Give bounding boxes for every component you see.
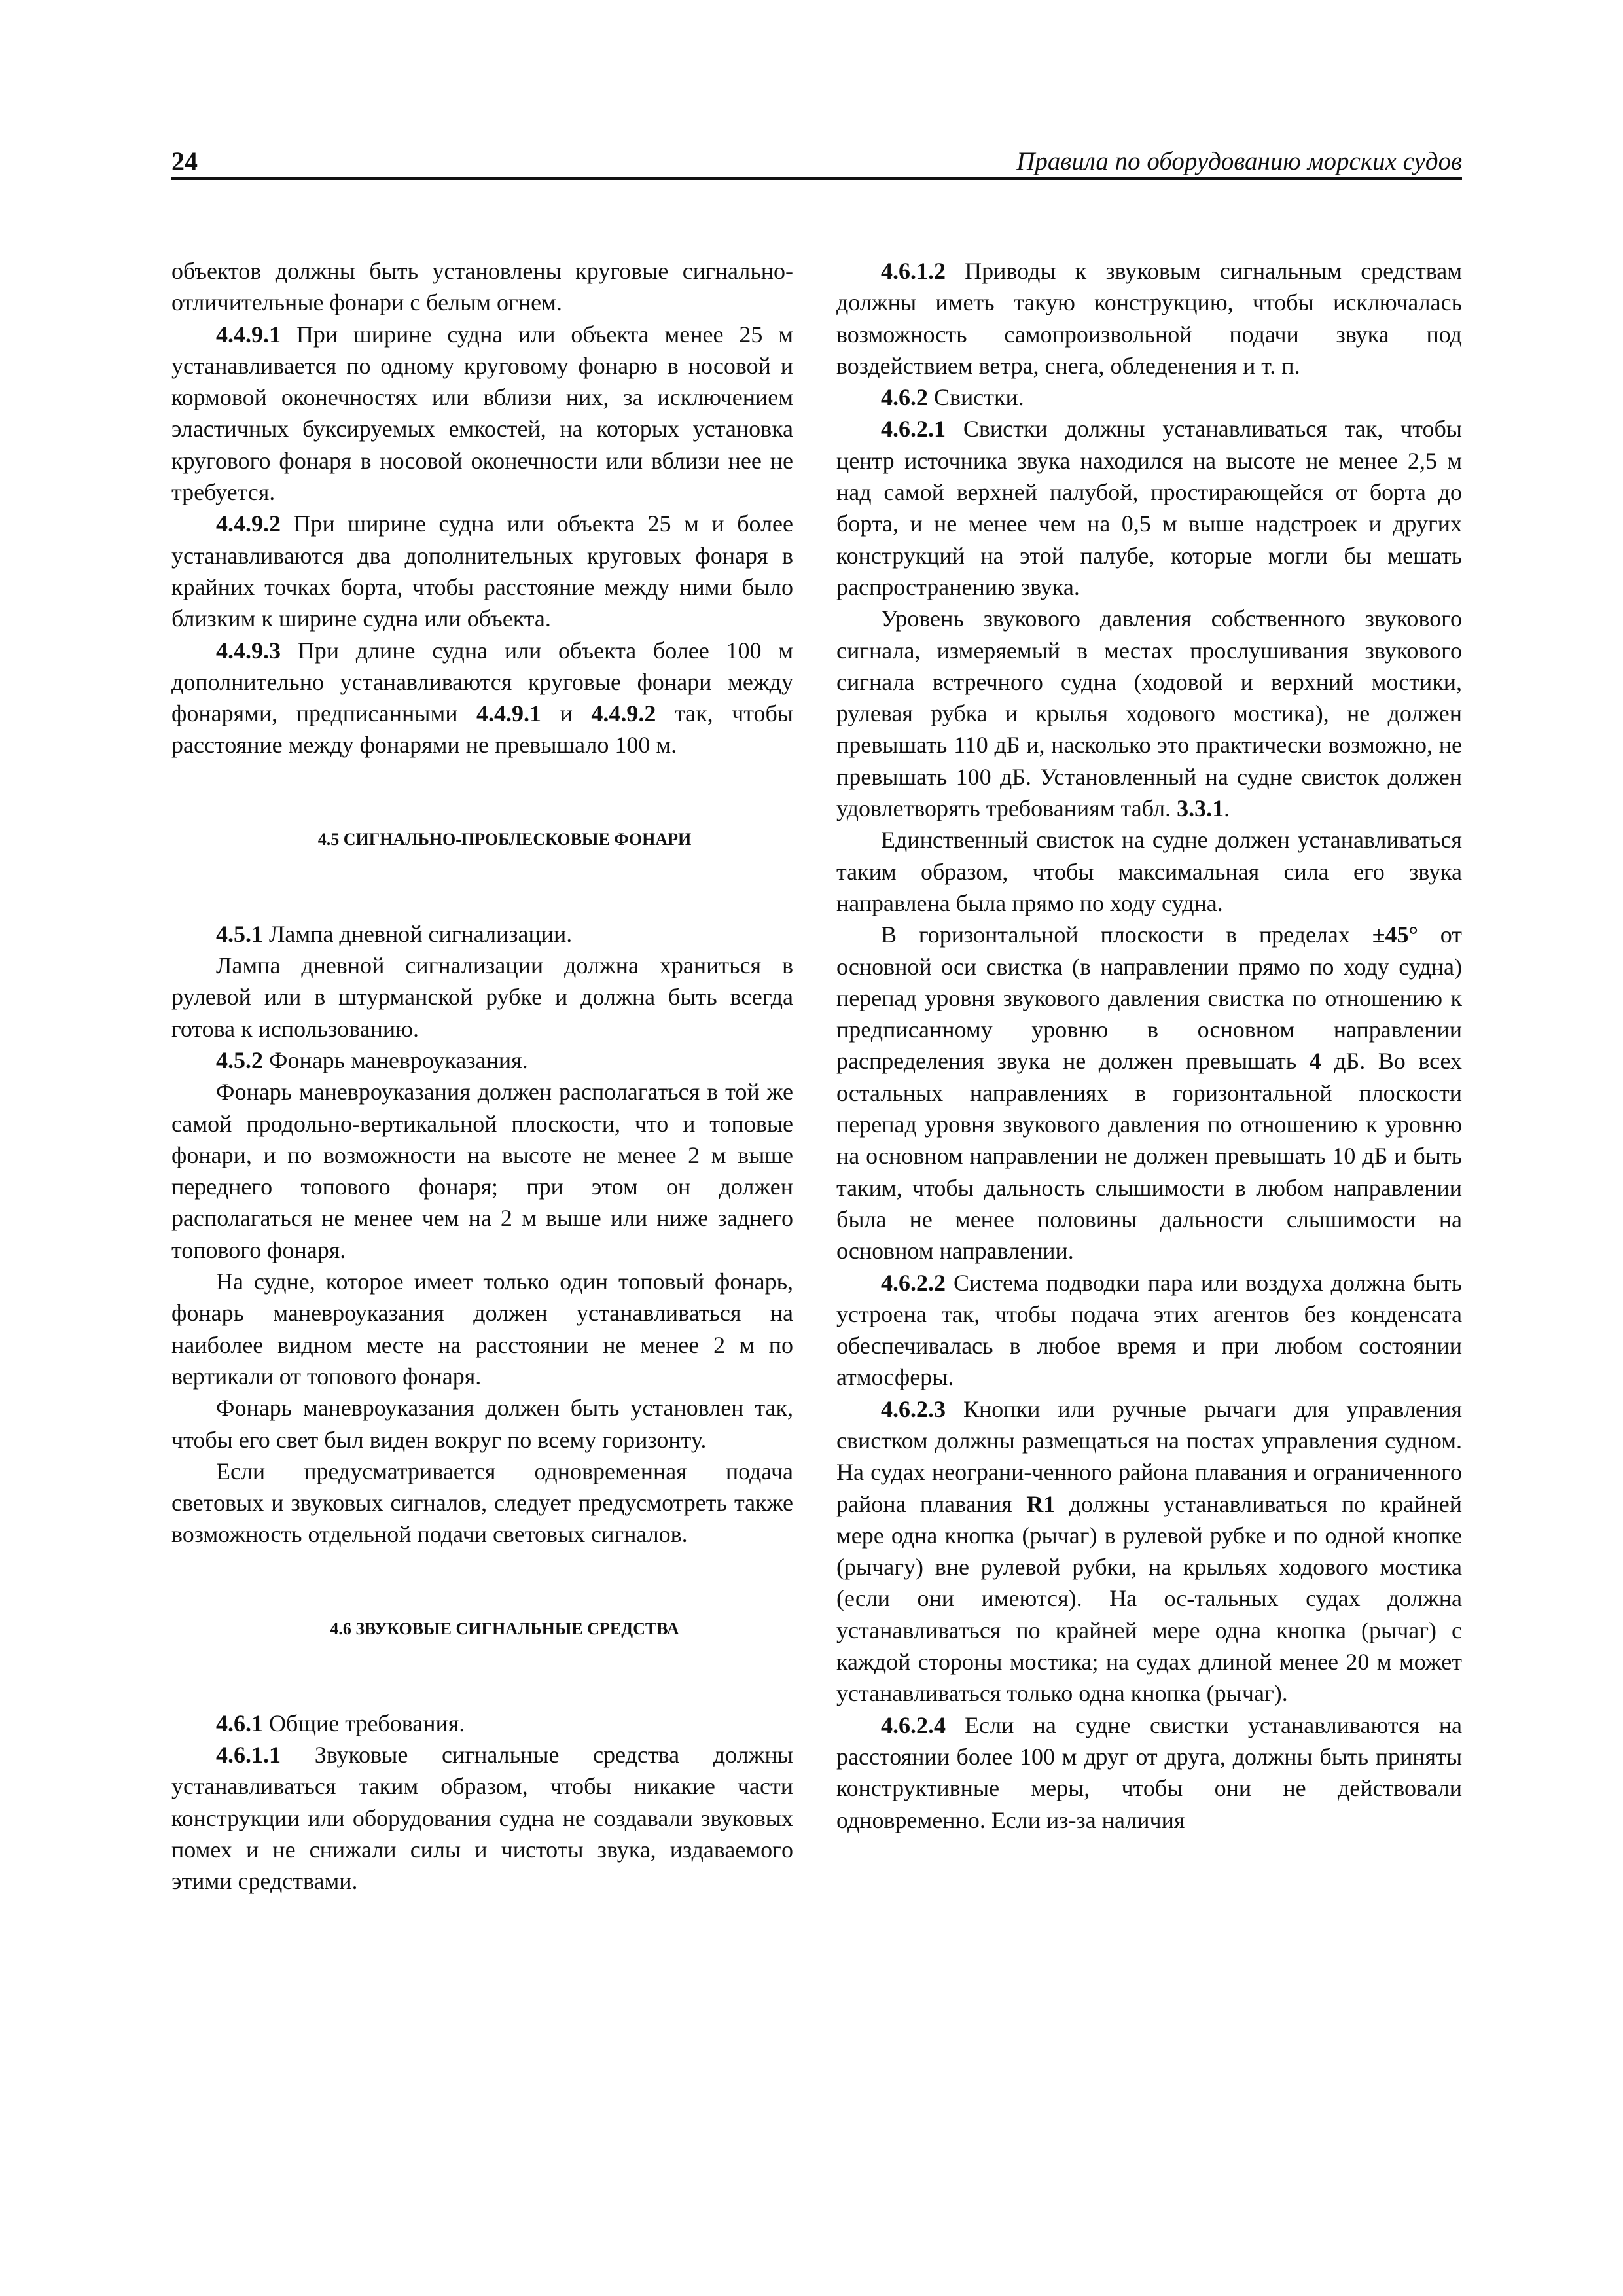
paragraph: 4.4.9.3 При длине судна или объекта более 100 м дополнительно устанавливаются круговые фонари между фонарями, предписанными 4.4.9.1 и 4.4.9.2 так, чтобы расстояние между фонарями не превышало 100 м.: [171, 637, 793, 759]
paragraph: 4.4.9.2 При ширине судна или объекта 25 м и более устанавливаются два дополнительных круговых фонаря в крайних точках борта, чтобы расстояние между ними было близким к ширине судна или объекта.: [171, 511, 793, 632]
paragraph: Фонарь маневроуказания должен располагаться в той же самой продольно-вертикальной плоскости, что и топовые фонари, и по возможности на высоте не менее 2 м выше переднего топового фонаря; при этом он должен располагаться не менее чем на 2 м выше или ниже заднего топового фонаря.: [171, 1079, 793, 1263]
clause-number: 4.5.1: [216, 920, 263, 947]
paragraph: Фонарь маневроуказания должен быть установлен так, чтобы его свет был виден вокруг по всему горизонту.: [171, 1395, 793, 1453]
paragraph: 4.5.1 Лампа дневной сигнализации.: [216, 920, 573, 947]
paragraph: 4.5.2 Фонарь маневроуказания.: [216, 1047, 528, 1073]
header-rule: [171, 177, 1462, 180]
paragraph: Уровень звукового давления собственного звукового сигнала, измеряемый в местах прослушивания звукового сигнала встречного судна (ходовой и верхний мостики, рулевая рубка и крылья ходового мостика), не должен превышать 110 дБ и, насколько это практически возможно, не превышать 100 дБ. Установленный на судне свисток должен удовлетворять требованиям табл. 3.3.1.: [836, 605, 1462, 822]
paragraph: В горизонтальной плоскости в пределах ±45° от основной оси свистка (в направлении прямо по ходу судна) перепад уровня звукового давления свистка по отношению к предписанному уровню в основном направлении распределения звука не должен превышать 4 дБ. Во всех остальных направлениях в горизонтальной плоскости перепад уровня звукового давления по отношению к уровню на основном направлении не должен превышать 10 дБ и быть таким, чтобы дальность слышимости в любом направлении была не менее половины дальности слышимости на основном направлении.: [836, 922, 1463, 1265]
paragraph: 4.6.1.1 Звуковые сигнальные средства должны устанавливаться таким образом, чтобы никакие части конструкции или оборудования судна не создавали звуковых помех и не снижали силы и чистоты звука, издаваемого этими средствами.: [171, 1741, 793, 1895]
right-column: [836, 255, 1462, 1836]
table-reference: 3.3.1: [1177, 795, 1224, 822]
clause-number: 4.6.1.2: [881, 258, 946, 284]
paragraph: 4.6.2.1 Свистки должны устанавливаться так, чтобы центр источника звука находился на высоте не менее 2,5 м над самой верхней палубой, простирающейся от борта до борта, и не менее чем на 0,5 м выше надстроек и других конструкций на этой палубе, которые могли бы мешать распространению звука.: [836, 416, 1462, 600]
left-column: [171, 255, 793, 1897]
paragraph: Единственный свисток на судне должен устанавливаться таким образом, чтобы максимальная сила его звука направлена была прямо по ходу судна.: [836, 827, 1462, 916]
running-title: Правила по оборудованию морских судов: [1016, 147, 1462, 175]
paragraph: 4.6.1.2 Приводы к звуковым сигнальным средствам должны иметь такую конструкцию, чтобы исключалась возможность самопроизвольной подачи звука под воздействием ветра, снега, обледенения и т. п.: [836, 258, 1462, 379]
clause-number: 4.6.2.2: [881, 1269, 946, 1296]
paragraph: 4.4.9.1 При ширине судна или объекта менее 25 м устанавливается по одному круговому фонарю в носовой и кормовой оконечностях или вблизи них, за исключением эластичных буксируемых емкостей, на которых установка кругового фонаря в носовой оконечности или вблизи нее не требуется.: [171, 321, 793, 506]
clause-number: 4.4.9.1: [216, 321, 281, 348]
paragraph: объектов должны быть установлены круговые сигнально-отличительные фонари с белым огнем.: [171, 258, 793, 316]
page-number: 24: [171, 147, 198, 176]
clause-number: 4.6.2.3: [881, 1395, 946, 1422]
paragraph: 4.6.2 Свистки.: [881, 384, 1024, 411]
clause-number: 4.6.2.1: [881, 416, 946, 442]
clause-number: 4.6.1: [216, 1710, 263, 1736]
navigation-area-code: R1: [1026, 1490, 1056, 1517]
section-heading: 4.5 СИГНАЛЬНО-ПРОБЛЕСКОВЫЕ ФОНАРИ: [317, 829, 692, 849]
paragraph: 4.6.2.4 Если на судне свистки устанавливаются на расстоянии более 100 м друг от друга, должны быть приняты конструктивные меры, чтобы они не действовали одновременно. Если из-за наличия: [836, 1712, 1462, 1833]
clause-reference: 4.4.9.1: [476, 700, 542, 727]
db-value: 4: [1309, 1048, 1321, 1075]
paragraph: Лампа дневной сигнализации должна храниться в рулевой или в штурманской рубке и должна быть всегда готова к использованию.: [171, 952, 793, 1042]
section-heading: 4.6 ЗВУКОВЫЕ СИГНАЛЬНЫЕ СРЕДСТВА: [330, 1619, 679, 1638]
angle-value: ±45°: [1372, 922, 1418, 948]
clause-number: 4.6.2: [881, 384, 928, 411]
paragraph: Если предусматривается одновременная подача световых и звуковых сигналов, следует предусмотреть также возможность отдельной подачи световых сигналов.: [171, 1458, 793, 1548]
paragraph: 4.6.1 Общие требования.: [216, 1710, 465, 1736]
clause-number: 4.4.9.2: [216, 511, 281, 537]
paragraph: 4.6.2.2 Система подводки пара или воздуха должна быть устроена так, чтобы подача этих агентов без конденсата обеспечивалась в любое время и при любом состоянии атмосферы.: [836, 1269, 1462, 1391]
clause-number: 4.5.2: [216, 1047, 263, 1073]
clause-number: 4.4.9.3: [216, 637, 281, 664]
paragraph: 4.6.2.3 Кнопки или ручные рычаги для управления свистком должны размещаться на постах управления судном. На судах неограни-ченного района плавания и ограниченного района плавания R1 должны устанавливаться по крайней мере одна кнопка (рычаг) в рулевой рубке и по одной кнопке (рычагу) вне рулевой рубки, на крыльях ходового мостика (если они имеются). На ос-тальных судах должна устанавливаться по крайней мере одна кнопка (рычаг) с каждой стороны мостика; на судах длиной менее 20 м может устанавливаться только одна кнопка (рычаг).: [836, 1395, 1462, 1707]
clause-number: 4.6.1.1: [216, 1741, 281, 1768]
clause-reference: 4.4.9.2: [591, 700, 656, 727]
paragraph: На судне, которое имеет только один топовый фонарь, фонарь маневроуказания должен устанавливаться на наиболее видном месте на расстоянии не менее 2 м по вертикали от топового фонаря.: [171, 1268, 793, 1390]
clause-number: 4.6.2.4: [881, 1712, 946, 1738]
